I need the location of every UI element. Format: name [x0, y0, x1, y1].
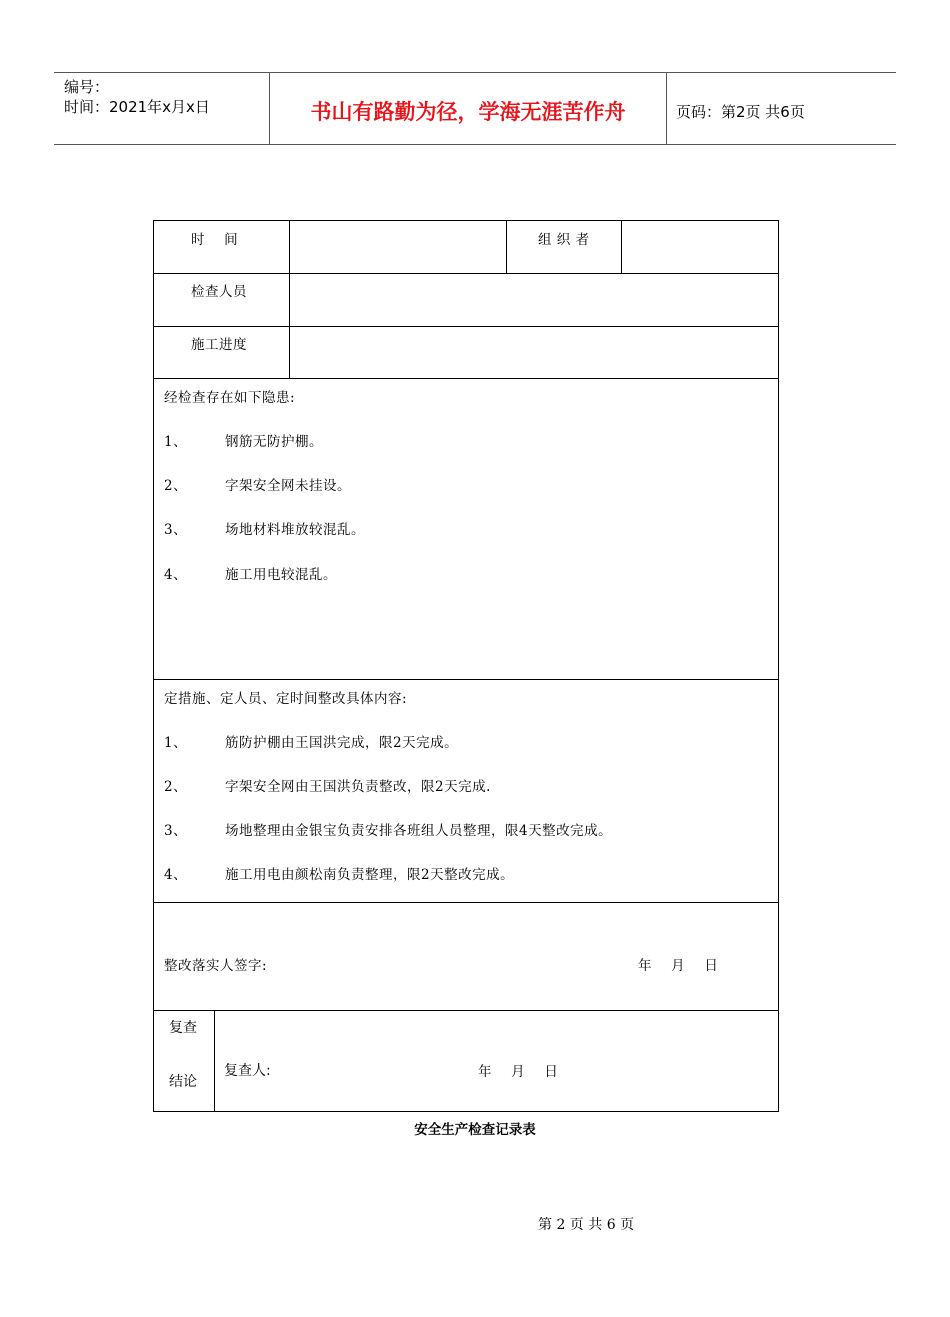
signature-date: 年 月 日	[638, 958, 719, 974]
hazard-item-number: 3、	[164, 522, 188, 538]
header-separator-right	[666, 72, 667, 144]
rectification-item-text: 字架安全网由王国洪负责整改，限2天完成.	[225, 779, 491, 795]
hazard-item-text: 字架安全网未挂设。	[225, 478, 351, 494]
hazard-item-text: 钢筋无防护棚。	[225, 434, 323, 450]
hazard-item-text: 场地材料堆放较混乱。	[225, 522, 365, 538]
rectification-title: 定措施、定人员、定时间整改具体内容:	[164, 691, 408, 707]
progress-label: 施工进度	[191, 337, 247, 353]
page-footer: 第 2 页 共 6 页	[538, 1217, 635, 1233]
hazard-item-number: 2、	[164, 478, 188, 494]
rectification-item-number: 2、	[164, 779, 188, 795]
rectification-item-text: 筋防护棚由王国洪完成，限2天完成。	[225, 735, 459, 751]
row-divider	[153, 902, 779, 903]
time-label: 时 间	[191, 232, 239, 248]
hazard-item-number: 1、	[164, 434, 188, 450]
col-divider	[214, 1010, 215, 1111]
form-caption: 安全生产检查记录表	[414, 1122, 536, 1138]
rectification-item-text: 场地整理由金银宝负责安排各班组人员整理，限4天整改完成。	[225, 823, 613, 839]
row-divider	[153, 1010, 779, 1011]
organizer-field[interactable]	[622, 221, 777, 272]
row-divider	[153, 679, 779, 680]
col-divider	[506, 220, 507, 273]
header-motto: 书山有路勤为径，学海无涯苦作舟	[310, 100, 626, 124]
review-conclusion-label-bottom: 结论	[169, 1074, 197, 1090]
table-border-left	[153, 220, 154, 1112]
rectification-item-number: 3、	[164, 823, 188, 839]
rectification-item-number: 4、	[164, 867, 188, 883]
header-top-rule	[54, 72, 896, 73]
header-bottom-rule	[54, 144, 896, 145]
review-conclusion-label-top: 复查	[169, 1020, 197, 1036]
header-number-label: 编号：	[64, 78, 110, 96]
inspectors-field[interactable]	[290, 274, 777, 325]
hazard-item-number: 4、	[164, 567, 188, 583]
hazards-title: 经检查存在如下隐患:	[164, 390, 296, 406]
reviewer-label: 复查人:	[224, 1063, 271, 1079]
header-page-info: 页码：第2页 共6页	[676, 103, 805, 121]
rectification-item-text: 施工用电由颜松南负责整理，限2天整改完成。	[225, 867, 515, 883]
inspection-form-table	[153, 220, 779, 1112]
row-divider	[153, 378, 779, 379]
review-date: 年 月 日	[478, 1064, 559, 1080]
table-border-right	[778, 220, 779, 1112]
header-time-label: 时间：2021年x月x日	[64, 98, 210, 116]
time-field[interactable]	[290, 221, 505, 272]
rectification-item-number: 1、	[164, 735, 188, 751]
table-border-bottom	[153, 1111, 779, 1112]
organizer-label: 组 织 者	[538, 232, 590, 248]
progress-field[interactable]	[290, 327, 777, 377]
inspectors-label: 检查人员	[191, 284, 247, 300]
signature-label: 整改落实人签字:	[164, 958, 268, 974]
hazard-item-text: 施工用电较混乱。	[225, 567, 337, 583]
